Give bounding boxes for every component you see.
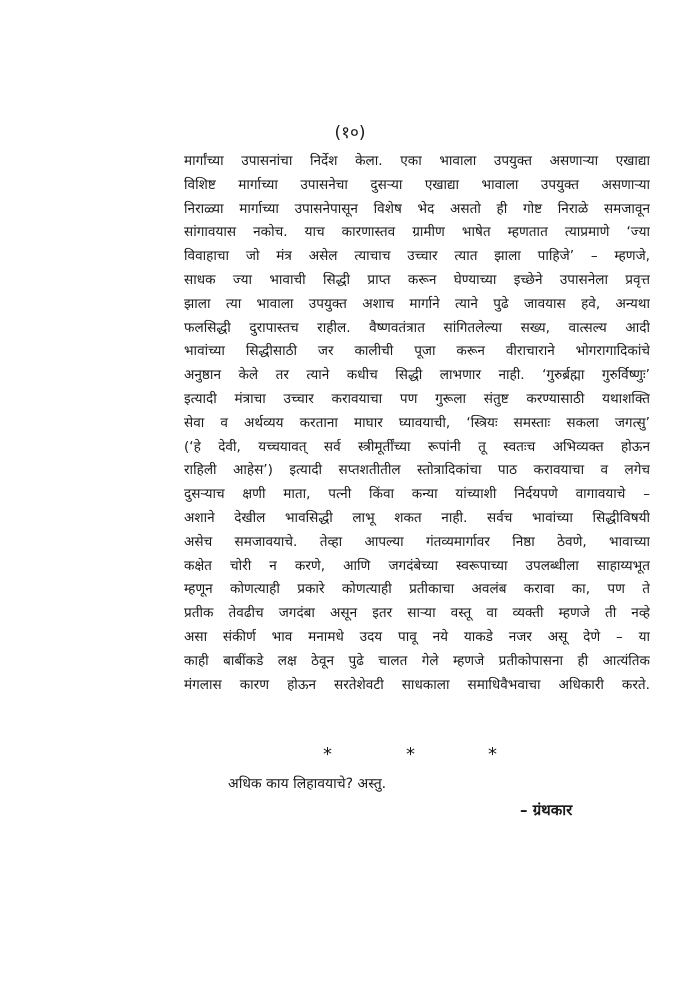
text-line: मंगलास कारण होऊन सरतेशेवटी साधकाला समाधिवैभवाचा अधिकारी करते. bbox=[184, 676, 650, 693]
text-line: म्हणून कोणत्याही प्रकारे कोणत्याही प्रतीकाचा अवलंब करावा का, पण ते bbox=[184, 581, 650, 598]
body-text bbox=[184, 150, 650, 697]
text-line: प्रतीक तेवढीच जगदंबा असून इतर साऱ्या वस्तू वा व्यक्ती म्हणजे ती नव्हे bbox=[184, 605, 650, 622]
separator-star: * bbox=[488, 744, 497, 765]
separator-star: * bbox=[406, 744, 415, 765]
text-line: काही बाबींकडे लक्ष ठेवून पुढे चालत गेले म्हणजे प्रतीकोपासना ही आत्यंतिक bbox=[184, 652, 650, 669]
text-line: निराळ्या मार्गाच्या उपासनेपासून विशेष भेद असतो ही गोष्ट निराळे समजावून bbox=[184, 200, 650, 217]
author-signature: – ग्रंथकार bbox=[520, 801, 573, 819]
text-line: सेवा व अर्थव्यय करताना माघार घ्यावयाची, ‘स्त्रियः समस्ताः सकला जगत्सु’ bbox=[184, 414, 650, 431]
text-line: दुसऱ्याच क्षणी माता, पत्नी किंवा कन्या यांच्याशी निर्दयपणे वागावयाचे – bbox=[184, 486, 650, 503]
text-line: असा संकीर्ण भाव मनामधे उदय पावू नये याकडे नजर असू देणे – या bbox=[184, 628, 650, 645]
text-line: विशिष्ट मार्गाच्या उपासनेचा दुसऱ्या एखाद्या भावाला उपयुक्त असणाऱ्या bbox=[184, 176, 650, 193]
text-line: मार्गांच्या उपासनांचा निर्देश केला. एका भावाला उपयुक्त असणाऱ्या एखाद्या bbox=[184, 153, 650, 169]
closing-line: अधिक काय लिहावयाचे? अस्तु. bbox=[228, 776, 387, 792]
text-line: अनुष्ठान केले तर त्याने कधीच सिद्धी लाभणार नाही. ‘गुरुर्ब्रह्मा गुरुर्विष्णुः’ bbox=[184, 367, 650, 384]
text-line: साधक ज्या भावाची सिद्धी प्राप्त करून घेण्याच्या इच्छेने उपासनेला प्रवृत्त bbox=[184, 271, 650, 288]
text-line: कक्षेत चोरी न करणे, आणि जगदंबेच्या स्वरूपाच्या उपलब्धीला साहाय्यभूत bbox=[184, 557, 650, 574]
section-separator bbox=[0, 744, 700, 774]
page-number: (१०) bbox=[334, 123, 366, 143]
text-line: सांगावयास नकोच. याच कारणास्तव ग्रामीण भाषेत म्हणतात त्याप्रमाणे ‘ज्या bbox=[184, 224, 650, 241]
text-line: राहिली आहेस’) इत्यादी सप्तशतीतील स्तोत्रादिकांचा पाठ करावयाचा व लगेच bbox=[184, 462, 650, 479]
text-line: (‘हे देवी, यच्चयावत् सर्व स्त्रीमूर्तींच्या रूपांनी तू स्वतःच अभिव्यक्त होऊन bbox=[184, 438, 650, 455]
text-line: फलसिद्धी दुरापास्तच राहील. वैष्णवतंत्रात सांगितलेल्या सख्य, वात्सल्य आदी bbox=[184, 319, 650, 336]
separator-star: * bbox=[323, 744, 332, 765]
text-line: असेच समजावयाचे. तेव्हा आपल्या गंतव्यमार्गावर निष्ठा ठेवणे, भावाच्या bbox=[184, 533, 650, 550]
text-line: अशाने देखील भावसिद्धी लाभू शकत नाही. सर्वच भावांच्या सिद्धीविषयी bbox=[184, 509, 650, 526]
text-line: झाला त्या भावाला उपयुक्त अशाच मार्गाने त्याने पुढे जावयास हवे, अन्यथा bbox=[184, 295, 650, 312]
text-line: भावांच्या सिद्धीसाठी जर कालीची पूजा करून वीराचाराने भोगरागादिकांचे bbox=[184, 343, 650, 360]
text-line: विवाहाचा जो मंत्र असेल त्याचाच उच्चार त्यात झाला पाहिजे’ – म्हणजे, bbox=[184, 248, 650, 265]
text-line: इत्यादी मंत्राचा उच्चार करावयाचा पण गुरूला संतुष्ट करण्यासाठी यथाशक्ति bbox=[184, 390, 650, 407]
